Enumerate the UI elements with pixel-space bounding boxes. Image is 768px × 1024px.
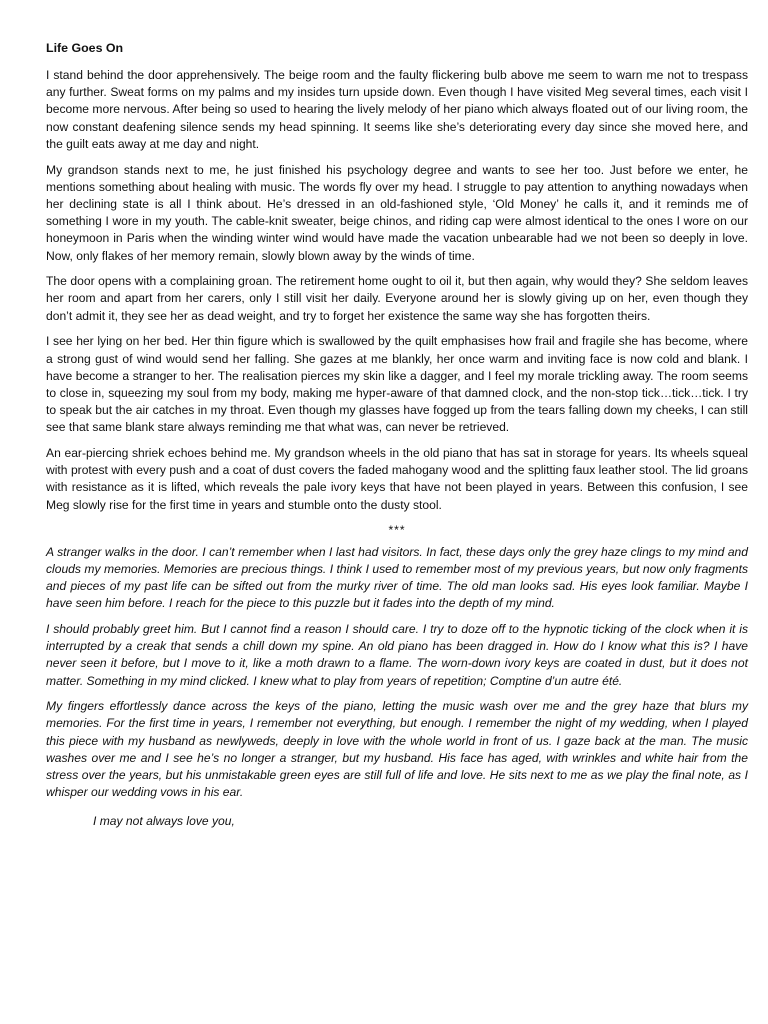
closing-line: I may not always love you,	[93, 814, 235, 829]
document-page	[46, 40, 748, 839]
paragraph-2: My grandson stands next to me, he just finished his psychology degree and wants to see her too. Just before we enter, he mentions something about healing with music. The words fly over my head. I struggle to pay attention to anything nowadays when her declining state is all I think about. He’s dressed in an old-fashioned style, ‘Old Money’ he calls it, and it reminds me of something I wore in my youth. The cable-knit sweater, beige chinos, and riding cap were almost identical to the ones I wore on our honeymoon in Paris when the winding winter wind would have made the vacation unbearable had we not been so deeply in love. Now, only flakes of her memory remain, slowly blown away by the winds of time.	[46, 162, 748, 263]
paragraph-3: The door opens with a complaining groan. The retirement home ought to oil it, but then again, why would they? She seldom leaves her room and apart from her carers, only I still visit her daily. Everyone around her is slowly giving up on her, even though they don’t admit it, they see her as dead weight, and try to forget her existence the same way she has forgotten theirs.	[46, 274, 748, 323]
italic-paragraph-3: My fingers effortlessly dance across the keys of the piano, letting the music wash over me and the grey haze that blurs my memories. For the first time in years, I remember not everything, but enough. I remember the night of my wedding, when I played this piece with my husband as newlyweds, deeply in love with the whole world in front of us. I gaze back at the man. The music washes over me and I see he’s no longer a stranger, but my husband. His face has aged, with wrinkles and white hair from the stress over the years, but his unmistakable green eyes are still full of life and love. He sits next to me as we play the final note, as I whisper our wedding vows in his ear.	[46, 699, 748, 800]
paragraph-5: An ear-piercing shriek echoes behind me. My grandson wheels in the old piano that has sat in storage for years. Its wheels squeal with protest with every push and a coat of dust covers the faded mahogany wood and the splitting faux leather stool. The lid groans with resistance as it is lifted, which reveals the pale ivory keys that have not been played in years. Between this confusion, I see Meg slowly rise for the first time in years and stumble onto the dusty stool.	[46, 446, 748, 512]
section-separator: ***	[388, 523, 406, 538]
italic-paragraph-1: A stranger walks in the door. I can’t remember when I last had visitors. In fact, these days only the grey haze clings to my mind and clouds my memories. Memories are precious things. I think I used to remember most of my previous years, but now only fragments and pieces of my past life can be sifted out from the murky river of time. The old man looks sad. His eyes look familiar. Maybe I have seen him before. I reach for the piece to this puzzle but it fades into the depth of my mind.	[46, 544, 748, 611]
document-title: Life Goes On	[46, 41, 124, 55]
paragraph-1: I stand behind the door apprehensively. The beige room and the faulty flickering bulb above me seem to warn me not to trespass any further. Sweat forms on my palms and my insides turn upside down. Even though I have visited Meg several times, each visit I become more nervous. After being so used to hearing the lively melody of her piano which always floated out of our living room, the now constant deafening silence sends my head spinning. It seems like she’s deteriorating every day since she moved here, and the guilt eats away at me day and night.	[46, 68, 748, 151]
paragraph-4: I see her lying on her bed. Her thin figure which is swallowed by the quilt emphasises how frail and fragile she has become, where a strong gust of wind would send her falling. She gazes at me blankly, her once warm and inviting face is now cold and blank. I have become a stranger to her. The realisation pierces my skin like a dagger, and I feel my morale trickling away. The room seems to close in, squeezing my soul from my body, making me hyper-aware of that damned clock, and the non-stop tick…tick…tick. I try to speak but the air catches in my throat. Even though my glasses have fogged up from the tears falling down my cheeks, I can still see that same blank stare always reminding me that what was, can never be retrieved.	[46, 334, 748, 435]
italic-paragraph-2: I should probably greet him. But I cannot find a reason I should care. I try to doze off to the hypnotic ticking of the clock when it is interrupted by a creak that sends a chill down my spine. An old piano has been dragged in. How do I know what this is? I have never seen it before, but I move to it, like a moth drawn to a flame. The worn-down ivory keys are coated in dust, but it does not matter. Something in my mind clicked. I knew what to play from years of repetition; Comptine d’un autre été.	[46, 621, 748, 688]
